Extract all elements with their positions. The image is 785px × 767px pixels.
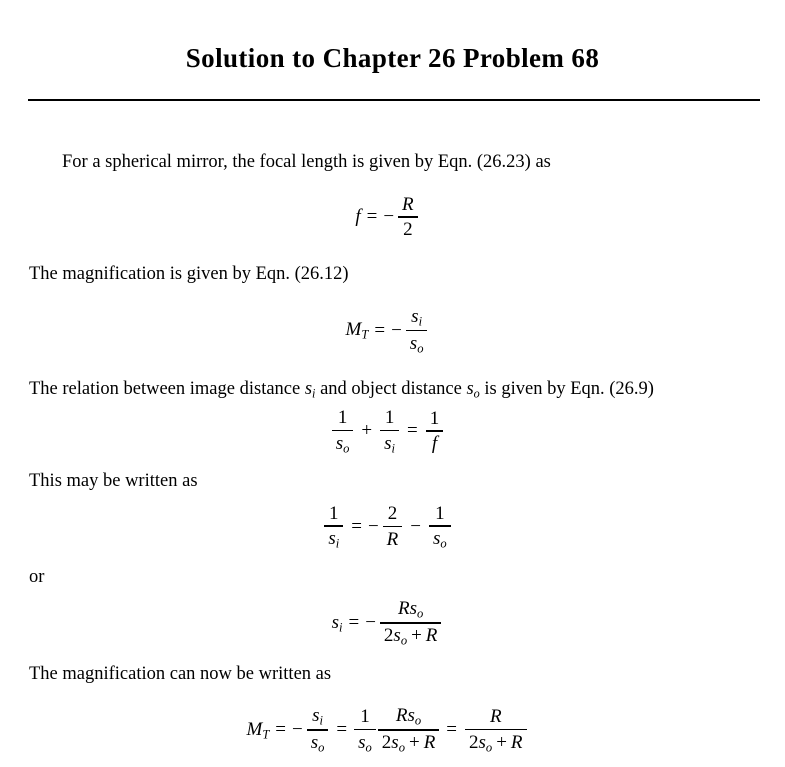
fraction-bar (398, 216, 418, 217)
equation-variable-si: $s_i$ (331, 611, 343, 635)
fraction-1-over-si (324, 503, 343, 551)
paragraph-relation-text-2: and object distance (315, 379, 467, 400)
fraction-1-over-so (332, 407, 354, 455)
fraction-bar (406, 330, 428, 331)
minus-sign: − (383, 205, 395, 227)
fraction-numerator: 1 (329, 502, 339, 524)
magnification-equation (29, 306, 746, 355)
equals-sign: = (446, 719, 458, 741)
fraction-bar (354, 729, 376, 730)
fraction-bar (332, 430, 354, 431)
fraction-R-over-2so-plus-R (465, 706, 527, 754)
mirror-equation (29, 407, 746, 455)
fraction-denominator: 2 (403, 219, 413, 241)
fraction-bar (383, 526, 403, 527)
equals-sign: = (351, 515, 362, 537)
minus-sign: − (410, 515, 421, 537)
fraction-1-over-so (429, 503, 451, 551)
fraction-1-over-si (380, 407, 399, 455)
fraction-numerator: 1 (360, 706, 370, 728)
equation-variable-MT: MT (345, 319, 369, 342)
fraction-bar (324, 525, 343, 526)
paragraph-rewritten: This may be written as (29, 471, 198, 492)
fraction-bar (426, 430, 444, 431)
minus-sign: − (292, 719, 303, 741)
equation-variable-f: f (355, 205, 361, 227)
fraction-numerator: 2 (387, 503, 398, 525)
fraction-numerator: 1 (384, 406, 395, 428)
fraction-denominator: $s_i$ (328, 528, 340, 551)
paragraph-relation-text-1: The relation between image distance (29, 379, 305, 400)
image-distance-equation (29, 598, 746, 647)
fraction-numerator: $Rs_o$ (395, 705, 422, 728)
fraction-denominator: R (386, 528, 399, 550)
page-title: Solution to Chapter 26 Problem 68 (185, 43, 600, 74)
fraction-si-over-so (307, 705, 329, 754)
fraction-1-over-f (426, 408, 444, 455)
fraction-si-over-so (406, 306, 428, 355)
minus-sign: − (365, 612, 376, 634)
fraction-numerator: R (489, 706, 502, 728)
fraction-denominator: $2s_o + R$ (381, 732, 436, 755)
fraction-bar (378, 729, 440, 730)
fraction-numerator: 1 (337, 406, 348, 428)
fraction-2-over-R (383, 503, 403, 550)
paragraph-final-magnification: The magnification can now be written as (29, 663, 332, 684)
fraction-numerator: R (402, 193, 414, 215)
fraction-numerator: 1 (435, 502, 445, 524)
fraction-numerator: $s_i$ (312, 705, 324, 728)
document-body (29, 150, 746, 755)
equals-sign: = (348, 612, 360, 634)
focal-length-equation (29, 194, 746, 241)
title-divider (28, 99, 760, 101)
fraction-denominator: $s_i$ (384, 432, 396, 456)
fraction-denominator: $s_o$ (358, 731, 372, 755)
rewritten-mirror-equation (29, 503, 746, 551)
fraction-denominator: $2s_o + R$ (383, 625, 438, 648)
equals-sign: = (275, 719, 287, 741)
fraction-denominator: $s_o$ (432, 528, 447, 551)
equals-sign: = (374, 319, 386, 341)
fraction-1-over-so (354, 706, 376, 754)
equation-variable-MT: MT (246, 718, 270, 742)
inline-math-si: $s_i$ (304, 379, 316, 401)
paragraph-intro: For a spherical mirror, the focal length is given by Eqn. (26.23) as (62, 152, 551, 172)
fraction-bar (380, 622, 442, 623)
paragraph-or: or (29, 566, 45, 587)
paragraph-relation (29, 377, 746, 403)
fraction-R-over-2 (398, 194, 418, 241)
paragraph-magnification: The magnification is given by Eqn. (26.12) (29, 264, 349, 285)
fraction-numerator: 1 (429, 407, 440, 429)
minus-sign: − (367, 515, 379, 537)
fraction-denominator: $s_o$ (409, 332, 424, 356)
fraction-Rso-over-2so-plus-R (380, 598, 442, 647)
paragraph-relation-text-3: is given by Eqn. (26.9) (479, 379, 654, 400)
fraction-denominator: $s_o$ (335, 432, 350, 456)
minus-sign: − (391, 319, 402, 341)
fraction-bar (429, 525, 451, 526)
fraction-bar (465, 729, 527, 730)
final-magnification-equation (29, 705, 746, 754)
fraction-denominator: $2s_o + R$ (469, 731, 523, 755)
fraction-numerator: $s_i$ (411, 305, 423, 329)
inline-math-so: $s_o$ (466, 379, 480, 401)
fraction-Rso-over-2so-plus-R (378, 705, 440, 754)
fraction-denominator: f (431, 433, 438, 455)
equals-sign: = (366, 205, 378, 227)
fraction-bar (307, 729, 329, 730)
plus-sign: + (361, 419, 373, 441)
fraction-numerator: $Rs_o$ (398, 598, 424, 621)
equals-sign: = (407, 419, 418, 441)
fraction-denominator: $s_o$ (310, 732, 325, 755)
equals-sign: = (336, 719, 348, 741)
fraction-bar (380, 430, 399, 431)
